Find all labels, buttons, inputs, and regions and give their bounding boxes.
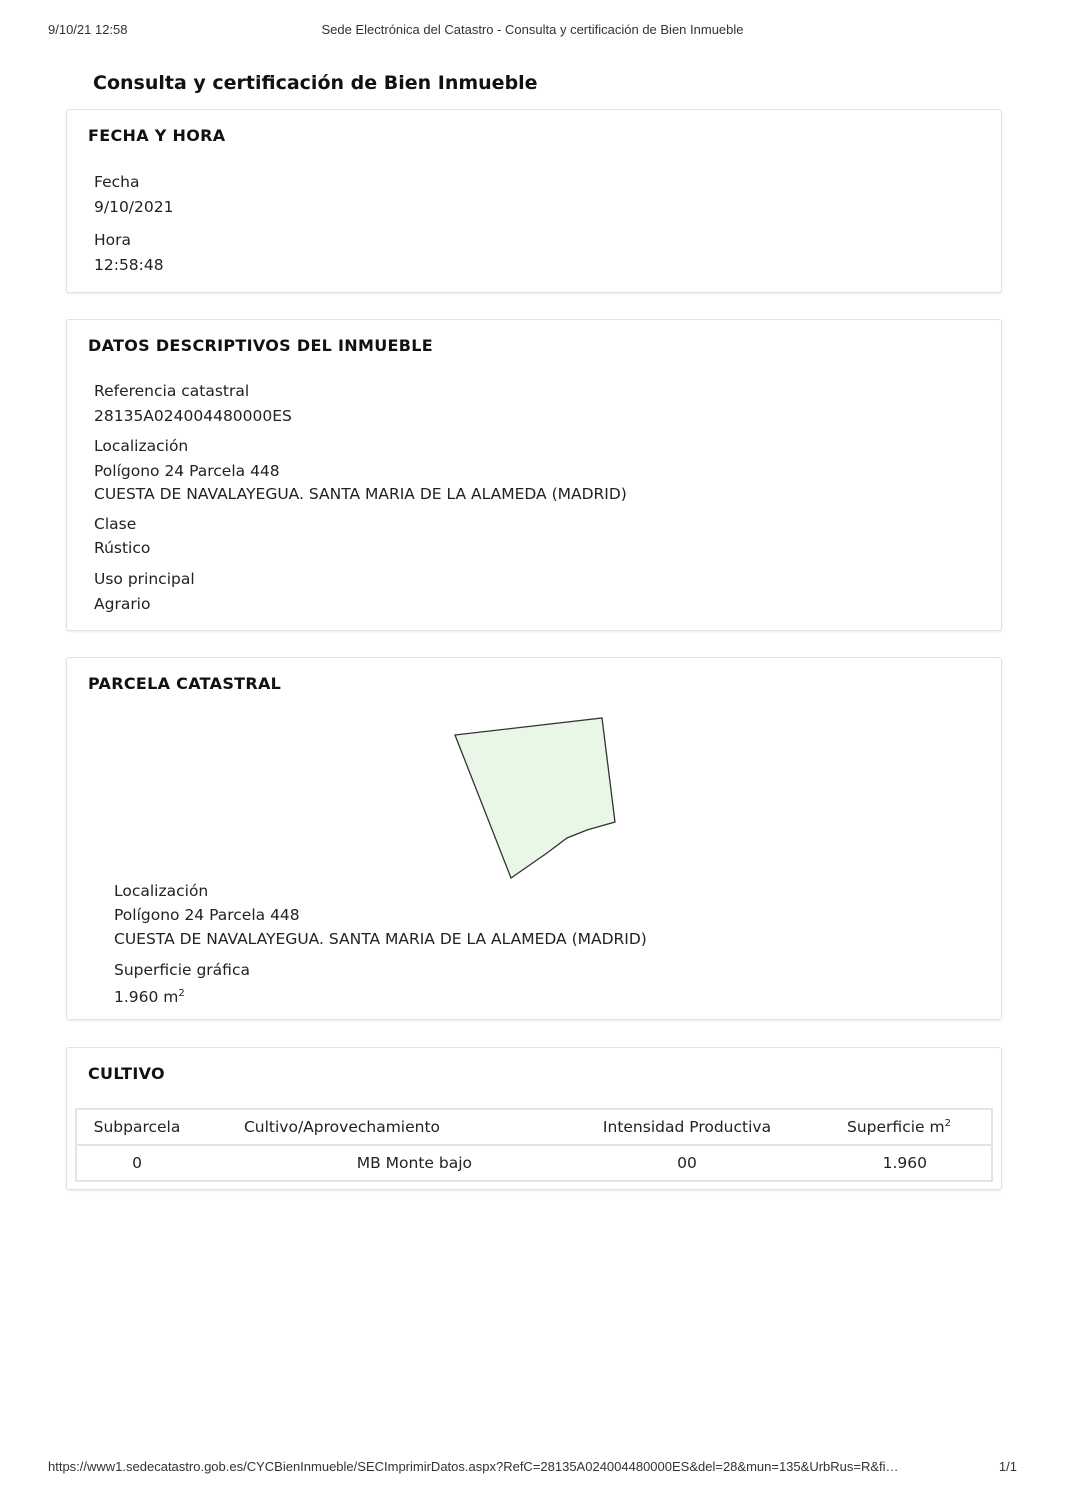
cell-subparcela: 0 [132, 1154, 142, 1172]
uso-value: Agrario [94, 595, 151, 613]
table-header-row [76, 1109, 992, 1145]
print-header [48, 22, 1017, 42]
datos-descriptivos-panel [66, 319, 1002, 631]
parcela-localizacion-line1: Polígono 24 Parcela 448 [114, 906, 300, 924]
page-title: Consulta y certificación de Bien Inmueble [93, 72, 538, 94]
col-superficie: Superficie $m^2$ [807, 1109, 992, 1145]
print-page-number: 1/1 [998, 1459, 1017, 1474]
fecha-hora-panel [66, 109, 1002, 293]
print-footer [48, 1459, 1017, 1479]
localizacion-label: Localización [94, 437, 189, 455]
parcel-shape [455, 718, 615, 878]
cell-superficie: 1.960 [882, 1154, 927, 1172]
parcel-map [447, 708, 627, 888]
cultivo-panel [66, 1047, 1002, 1190]
localizacion-line2: CUESTA DE NAVALAYEGUA. SANTA MARIA DE LA ALAMEDA (MADRID) [94, 485, 627, 503]
cell-cultivo: MB Monte bajo [356, 1154, 472, 1172]
referencia-value: 28135A024004480000ES [94, 407, 292, 425]
parcela-catastral-panel [66, 657, 1002, 1020]
print-title: Sede Electrónica del Catastro - Consulta y certificación de Bien Inmueble [321, 22, 744, 37]
col-subparcela: Subparcela [76, 1109, 197, 1145]
col-intensidad: Intensidad Productiva [527, 1109, 807, 1145]
superficie-label: Superficie gráfica [114, 961, 250, 979]
print-datetime: 9/10/21 12:58 [48, 22, 128, 37]
parcela-heading: PARCELA CATASTRAL [88, 674, 282, 693]
parcela-localizacion-line2: CUESTA DE NAVALAYEGUA. SANTA MARIA DE LA ALAMEDA (MADRID) [114, 930, 647, 948]
fecha-hora-heading: FECHA Y HORA [88, 126, 226, 145]
hora-value: 12:58:48 [94, 256, 164, 274]
parcela-localizacion-label: Localización [114, 882, 209, 900]
superficie-value: 1.960 $m^2$ [114, 988, 185, 1006]
fecha-label: Fecha [94, 173, 140, 191]
localizacion-line1: Polígono 24 Parcela 448 [94, 462, 280, 480]
fecha-value: 9/10/2021 [94, 198, 174, 216]
datos-heading: DATOS DESCRIPTIVOS DEL INMUEBLE [88, 336, 433, 355]
uso-label: Uso principal [94, 570, 195, 588]
clase-value: Rústico [94, 539, 151, 557]
cultivo-table [75, 1108, 993, 1182]
cell-intensidad: 00 [677, 1154, 697, 1172]
cultivo-heading: CULTIVO [88, 1064, 165, 1083]
table-row [76, 1145, 992, 1181]
clase-label: Clase [94, 515, 137, 533]
print-url: https://www1.sedecatastro.gob.es/CYCBienInmueble/SECImprimirDatos.aspx?RefC=28135A024004480000ES&del=28&mun=135&UrbRus=R&fi… [48, 1459, 899, 1474]
referencia-label: Referencia catastral [94, 382, 250, 400]
col-cultivo: Cultivo/Aprovechamiento [197, 1109, 527, 1145]
hora-label: Hora [94, 231, 132, 249]
